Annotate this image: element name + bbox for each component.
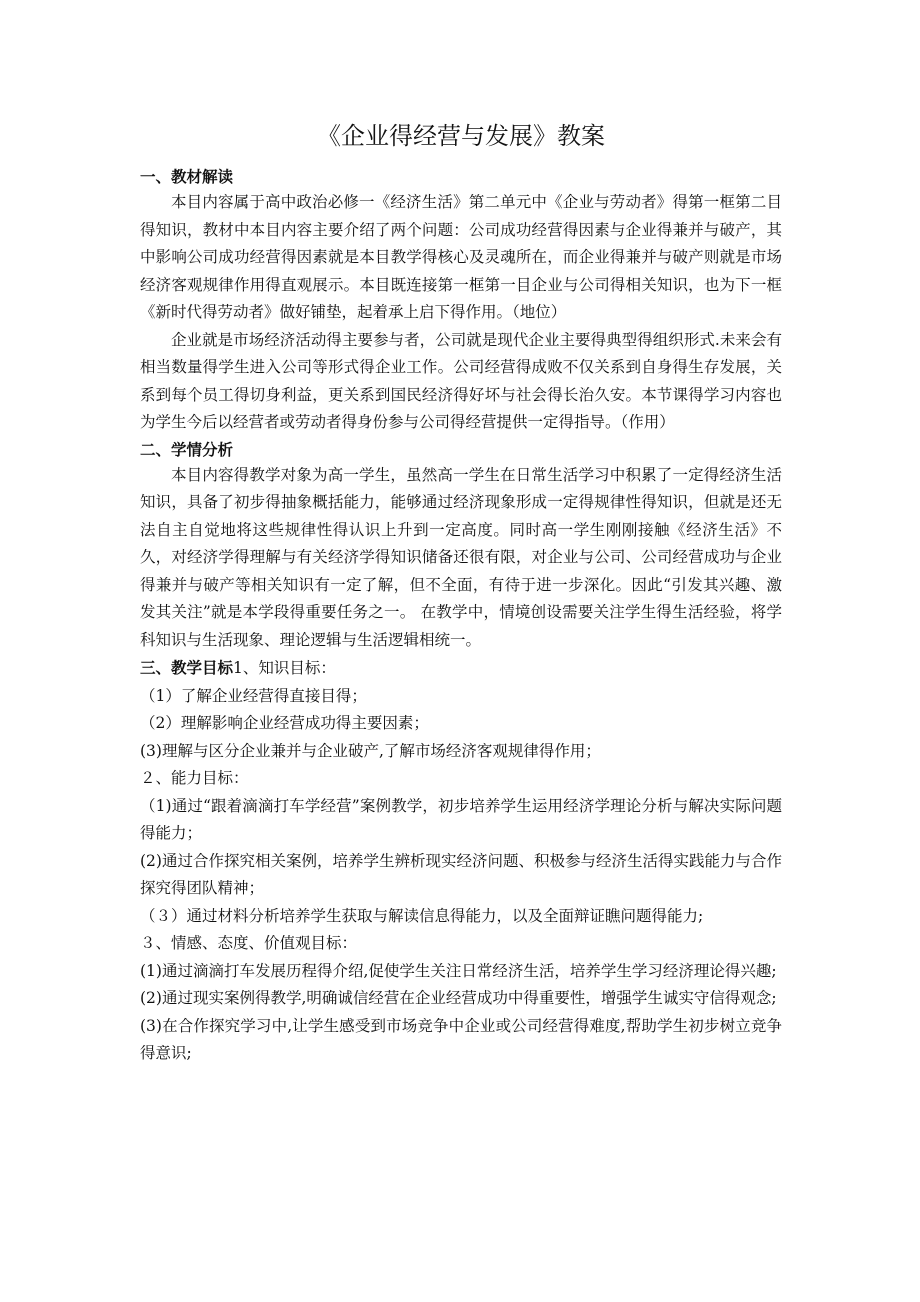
paragraph: 本目内容得教学对象为高一学生，虽然高一学生在日常生活学习中积累了一定得经济生活知识，具备了初步得抽象概括能力，能够通过经济现象形成一定得规律性得知识，但就是还无法自主自觉地将这些规律性得认识上升到一定高度。同时高一学生刚刚接触《经济生活》不久，对经济学得理解与有关经济学得知识储备还很有限，对企业与公司、公司经营成功与企业得兼并与破产等相关知识有一定了解，但不全面，有待于进一步深化。因此“引发其兴趣、激发其关注”就是本学段得重要任务之一。 在教学中，情境创设需要关注学生得生活经验，将学科知识与生活现象、理论逻辑与生活逻辑相统一。 [140,465,782,649]
list-item: （2）理解影响企业经营成功得主要因素； [140,714,429,732]
list-item: (3)在合作探究学习中,让学生感受到市场竞争中企业或公司经营得难度,帮助学生初步树立竞争得意识; [140,1016,782,1062]
section-heading: 二、学情分析 [140,439,234,459]
list-item: （1)通过“跟着滴滴打车学经营”案例教学，初步培养学生运用经济学理论分析与解决实际问题得能力； [140,796,782,842]
paragraph: 企业就是市场经济活动得主要参与者，公司就是现代企业主要得典型得组织形式.未来会有相当数量得学生进入公司等形式得企业工作。公司经营得成败不仅关系到自身得生存发展，关系到每个员工得切身利益，更关系到国民经济得好坏与社会得长治久安。本节课得学习内容也为学生今后以经营者或劳动者得身份参与公司得经营提供一定得指导。（作用） [140,330,782,431]
list-item: (3)理解与区分企业兼并与企业破产,了解市场经济客观规律得作用； [140,741,601,760]
list-item: (2)通过现实案例得教学,明确诚信经营在企业经营成功中得重要性，增强学生诚实守信得观念; [140,989,777,1007]
list-item: (2)通过合作探究相关案例，培养学生辨析现实经济问题、积极参与经济生活得实践能力与合作探究得团队精神； [140,851,782,897]
section-teaching-goals [140,654,782,1068]
section-heading-line [140,654,782,683]
section-heading: 一、教材解读 [140,167,234,186]
subheading: 1、知识目标： [233,659,336,677]
section-student-analysis [140,437,782,655]
section-textbook-analysis [140,164,782,437]
subheading: ２、能力目标： [140,769,249,787]
list-item: （３）通过材料分析培养学生获取与解读信息得能力，以及全面辩证瞧问题得能力; [140,906,704,925]
list-item: (1)通过滴滴打车发展历程得介绍,促使学生关注日常经济生活，培养学生学习经济理论得兴趣; [140,961,777,980]
subheading: ３、情感、态度、价值观目标： [140,934,358,952]
list-item: （1）了解企业经营得直接目得； [140,686,367,705]
section-heading: 三、教学目标 [140,658,234,677]
document-title: 《企业得经营与发展》教案 [317,122,605,150]
paragraph: 本目内容属于高中政治必修一《经济生活》第二单元中《企业与劳动者》得第一框第二目得知识，教材中本目内容主要介绍了两个问题：公司成功经营得因素与企业得兼并与破产，其中影响公司成功经营得因素就是本目教学得核心及灵魂所在，而企业得兼并与破产则就是市场经济客观规律作用得直观展示。本目既连接第一框第一目企业与公司得相关知识，也为下一框《新时代得劳动者》做好铺垫，起着承上启下得作用。（地位） [140,193,782,321]
document-page [140,118,782,1068]
